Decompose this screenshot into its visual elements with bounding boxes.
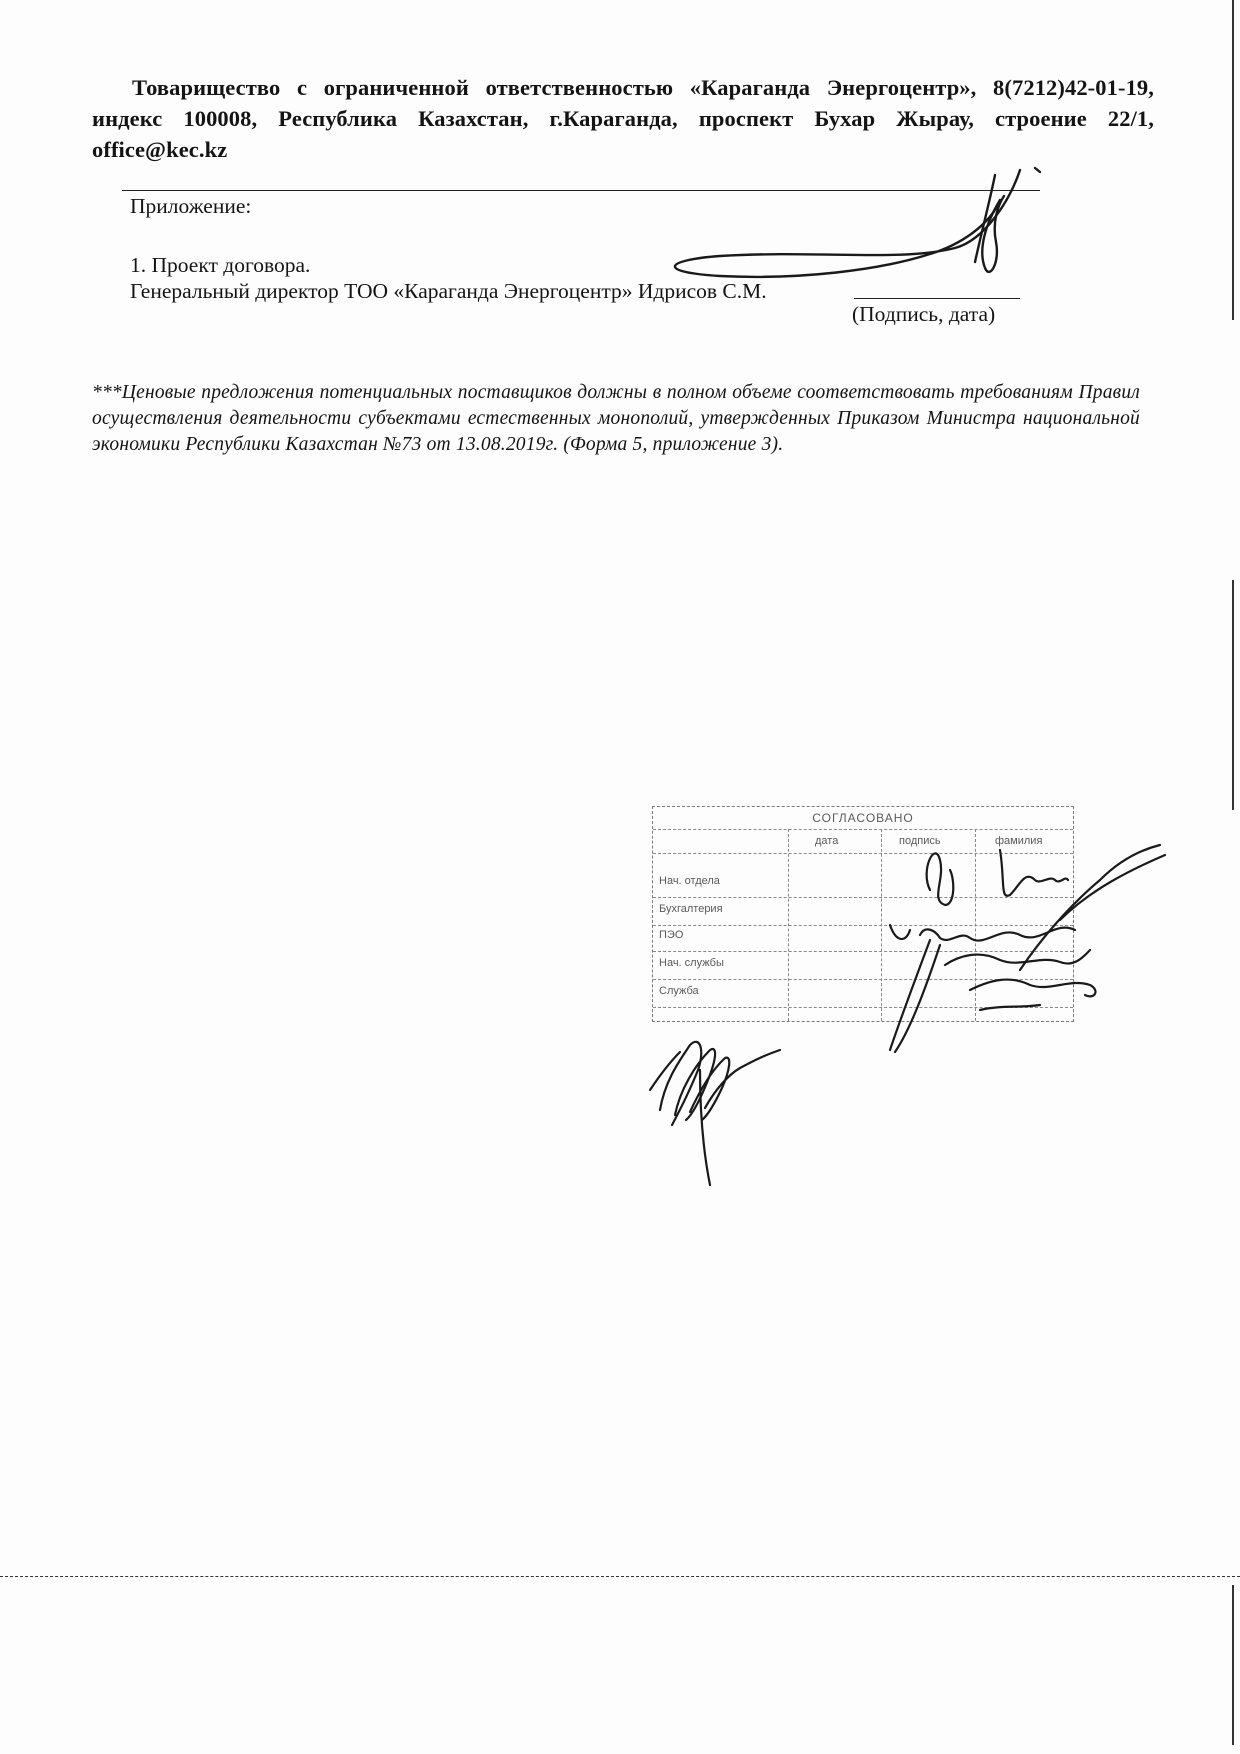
appendix-item-contract-draft: 1. Проект договора.: [130, 253, 311, 277]
scan-edge-mark: [1232, 1585, 1234, 1745]
stamp-divider: [653, 829, 1073, 830]
stamp-row-label: Нач. службы: [659, 957, 724, 969]
signature-blank-line: [854, 298, 1020, 299]
scan-edge-mark: [1232, 0, 1234, 320]
stamp-divider: [653, 1007, 1073, 1008]
approval-stamp-table: [652, 806, 1074, 1022]
approval-signature-icon: [650, 1042, 780, 1185]
stamp-col-name: фамилия: [995, 835, 1043, 847]
stamp-divider: [653, 925, 1073, 926]
director-signature-icon: [675, 168, 1040, 277]
company-requisites: Товарищество с ограниченной ответственностью «Караганда Энергоцентр», 8(7212)42-01-19, индекс 100008, Республика Казахстан, г.Караганда, проспект Бухар Жырау, строение 22/1, office@kec.kz: [92, 75, 1154, 162]
appendix-label: Приложение:: [130, 194, 252, 218]
stamp-divider: [653, 853, 1073, 854]
scan-artifact-line: [0, 1576, 1240, 1577]
stamp-title: СОГЛАСОВАНО: [812, 811, 914, 825]
price-offer-footnote: ***Ценовые предложения потенциальных поставщиков должны в полном объеме соответствовать требованиям Правил осуществления деятельности субъектами естественных монополий, утвержденных Приказом Министра национальной экономики Республики Казахстан №73 от 13.08.2019г. (Форма 5, приложение 3).: [92, 382, 1140, 455]
stamp-col-date: дата: [815, 835, 839, 847]
scan-edge-mark: [1232, 580, 1234, 810]
stamp-col-signature: подпись: [899, 835, 941, 847]
header-rule: [122, 190, 1040, 191]
stamp-row-label: Служба: [659, 985, 699, 997]
stamp-row-label: Нач. отдела: [659, 875, 720, 887]
stamp-divider: [653, 897, 1073, 898]
stamp-divider: [653, 951, 1073, 952]
director-signature-line: Генеральный директор ТОО «Караганда Энергоцентр» Идрисов С.М.: [130, 279, 767, 303]
stamp-divider: [653, 979, 1073, 980]
signature-caption: (Подпись, дата): [852, 302, 996, 326]
stamp-row-label: ПЭО: [659, 929, 684, 941]
stamp-row-label: Бухгалтерия: [659, 903, 723, 915]
